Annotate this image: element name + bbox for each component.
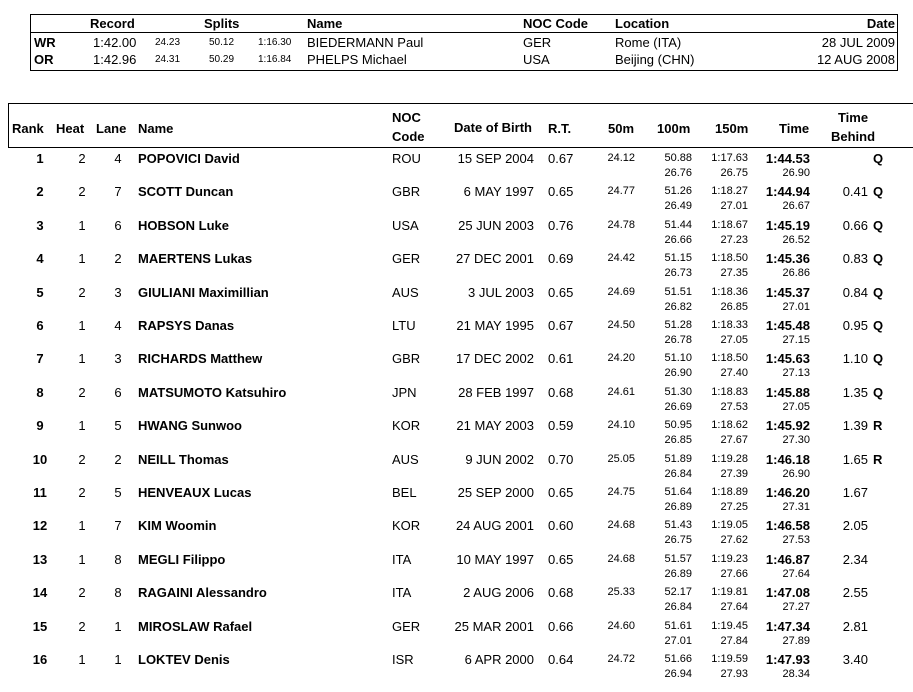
cell-heat: 2 [78, 184, 86, 200]
cell-lane: 1 [114, 618, 122, 634]
cell-name: NEILL Thomas [138, 451, 229, 467]
cell-name: MIROSLAW Rafael [138, 618, 253, 634]
cell-time-behind: 0.84 [842, 284, 868, 300]
cell-split-150: 1:18.67 [711, 218, 748, 231]
cell-lap-150: 27.01 [720, 200, 748, 213]
cell-qualifier: Q [873, 351, 884, 367]
cell-rank: 16 [32, 652, 48, 667]
cell-lane: 8 [114, 585, 122, 601]
cell-heat: 1 [78, 217, 86, 233]
cell-time-behind: 2.81 [842, 618, 868, 634]
cell-split-50: 25.05 [607, 452, 635, 465]
header-noc-line2: Code [392, 129, 425, 144]
cell-heat: 2 [78, 151, 86, 166]
cell-lap-150: 27.35 [720, 267, 748, 280]
cell-split-50: 24.20 [607, 352, 635, 365]
cell-noc: GBR [392, 351, 421, 367]
cell-qualifier: Q [873, 184, 884, 200]
cell-split-150: 1:19.81 [711, 586, 748, 599]
cell-noc: AUS [392, 451, 419, 467]
cell-dob: 21 MAY 2003 [456, 418, 534, 434]
cell-time-behind: 0.83 [842, 251, 868, 267]
cell-noc: KOR [392, 518, 421, 534]
cell-lap-150: 27.64 [720, 601, 748, 614]
record-split-100: 50.29 [209, 54, 235, 65]
cell-time: 1:44.53 [765, 151, 810, 166]
cell-rank: 6 [36, 318, 44, 333]
cell-noc: GER [392, 251, 421, 267]
cell-split-100: 51.61 [664, 619, 692, 632]
cell-name: RAGAINI Alessandro [138, 585, 267, 601]
cell-lap-200: 27.13 [782, 367, 810, 380]
cell-dob: 6 MAY 1997 [463, 184, 534, 200]
record-location: Rome (ITA) [615, 35, 682, 50]
cell-lap-200: 27.89 [782, 634, 810, 647]
cell-noc: ITA [392, 585, 412, 601]
cell-dob: 2 AUG 2006 [463, 585, 534, 601]
record-noc: GER [523, 35, 552, 50]
record-split-150: 1:16.30 [258, 37, 292, 48]
cell-lap-150: 27.62 [720, 534, 748, 547]
cell-lap-150: 27.66 [720, 567, 748, 580]
records-header-divider [30, 32, 897, 33]
cell-name: HWANG Sunwoo [138, 418, 242, 434]
record-split-100: 50.12 [209, 37, 235, 48]
cell-time-behind: 0.66 [842, 217, 868, 233]
record-date: 12 AUG 2008 [816, 52, 895, 67]
cell-time: 1:46.18 [765, 451, 810, 467]
cell-heat: 1 [78, 652, 86, 667]
cell-time: 1:47.08 [765, 585, 810, 601]
cell-name: GIULIANI Maximillian [138, 284, 269, 300]
cell-split-150: 1:18.62 [711, 419, 748, 432]
cell-lap-150: 27.39 [720, 467, 748, 480]
cell-rank: 15 [32, 618, 48, 634]
record-name: PHELPS Michael [307, 52, 407, 67]
cell-heat: 1 [78, 418, 86, 434]
cell-rt: 0.60 [548, 518, 574, 534]
cell-split-100: 51.15 [664, 252, 692, 265]
cell-lane: 1 [114, 652, 122, 667]
cell-name: POPOVICI David [138, 151, 240, 166]
cell-heat: 1 [78, 518, 86, 534]
cell-split-100: 51.64 [664, 486, 692, 498]
cell-time-behind: 1.39 [842, 418, 868, 434]
cell-lap-100: 26.78 [664, 334, 692, 346]
record-code: OR [34, 52, 54, 67]
cell-heat: 2 [78, 618, 86, 634]
cell-dob: 3 JUL 2003 [467, 284, 534, 300]
cell-dob: 24 AUG 2001 [455, 518, 534, 534]
cell-qualifier: Q [873, 251, 884, 267]
cell-split-150: 1:17.63 [711, 152, 748, 164]
cell-split-50: 24.12 [607, 152, 635, 164]
cell-rt: 0.69 [548, 251, 574, 267]
cell-lap-200: 26.86 [782, 267, 810, 280]
cell-split-50: 24.60 [607, 619, 635, 632]
cell-heat: 1 [78, 251, 86, 267]
cell-rank: 13 [32, 551, 48, 567]
cell-split-100: 52.17 [664, 586, 692, 599]
cell-name: SCOTT Duncan [138, 184, 234, 200]
cell-lap-200: 26.90 [782, 167, 810, 179]
cell-rank: 1 [36, 151, 44, 166]
cell-lane: 6 [114, 217, 122, 233]
header-rank: Rank [12, 121, 44, 136]
cell-lane: 3 [114, 284, 122, 300]
cell-split-50: 24.50 [607, 319, 635, 331]
cell-rt: 0.76 [548, 217, 574, 233]
cell-lap-150: 27.67 [720, 434, 748, 447]
cell-rt: 0.65 [548, 551, 574, 567]
cell-lap-150: 27.40 [720, 367, 748, 380]
cell-lap-100: 26.85 [664, 434, 692, 447]
cell-split-150: 1:18.83 [711, 385, 748, 398]
cell-time-behind: 1.65 [842, 451, 868, 467]
header-150m: 150m [715, 121, 749, 136]
cell-noc: AUS [392, 284, 419, 300]
cell-dob: 28 FEB 1997 [458, 384, 534, 400]
cell-noc: KOR [392, 418, 421, 434]
cell-name: HENVEAUX Lucas [138, 485, 252, 500]
record-name: BIEDERMANN Paul [307, 35, 424, 50]
cell-name: LOKTEV Denis [138, 652, 230, 667]
cell-lane: 2 [114, 451, 122, 467]
cell-rt: 0.65 [548, 485, 574, 500]
cell-name: HOBSON Luke [138, 217, 230, 233]
cell-split-150: 1:18.89 [711, 486, 748, 498]
cell-lap-100: 26.94 [664, 668, 692, 680]
results-left-border [8, 103, 9, 148]
cell-lap-200: 27.05 [782, 400, 810, 413]
cell-dob: 27 DEC 2001 [455, 251, 534, 267]
cell-lap-200: 27.64 [782, 567, 810, 580]
cell-dob: 6 APR 2000 [464, 652, 534, 667]
cell-lap-100: 26.84 [664, 467, 692, 480]
cell-rank: 3 [36, 217, 44, 233]
cell-noc: ISR [392, 652, 414, 667]
cell-lap-200: 26.90 [782, 467, 810, 480]
cell-lap-100: 26.90 [664, 367, 692, 380]
cell-rank: 11 [33, 485, 47, 500]
cell-time: 1:46.87 [765, 551, 810, 567]
cell-time-behind: 1.67 [842, 485, 868, 500]
cell-rt: 0.64 [548, 652, 574, 667]
cell-time-behind: 2.34 [842, 551, 868, 567]
cell-split-100: 50.95 [664, 419, 692, 432]
cell-dob: 21 MAY 1995 [456, 318, 534, 333]
cell-lap-150: 26.75 [720, 167, 748, 179]
cell-lane: 2 [114, 251, 122, 267]
cell-time: 1:47.34 [765, 618, 810, 634]
cell-dob: 10 MAY 1997 [456, 551, 534, 567]
cell-noc: USA [392, 217, 419, 233]
cell-lap-200: 26.52 [782, 233, 810, 246]
cell-noc: BEL [392, 485, 417, 500]
cell-dob: 9 JUN 2002 [465, 451, 534, 467]
cell-time: 1:45.48 [765, 318, 810, 333]
header-time-behind-line1: Time [837, 110, 869, 125]
cell-rank: 4 [36, 251, 44, 267]
cell-rank: 5 [36, 284, 44, 300]
cell-qualifier: Q [873, 284, 884, 300]
cell-lane: 6 [114, 384, 122, 400]
cell-dob: 25 SEP 2000 [457, 485, 534, 500]
cell-time: 1:46.58 [765, 518, 810, 534]
cell-time-behind: 0.41 [842, 184, 868, 200]
record-date: 28 JUL 2009 [821, 35, 895, 50]
cell-lap-100: 26.89 [664, 501, 692, 513]
cell-split-50: 24.68 [607, 519, 635, 532]
cell-dob: 25 JUN 2003 [458, 217, 534, 233]
cell-lap-200: 27.01 [782, 300, 810, 313]
cell-lane: 8 [114, 551, 122, 567]
record-split-50: 24.23 [155, 37, 181, 48]
cell-time: 1:47.93 [765, 652, 810, 667]
cell-lane: 4 [114, 318, 122, 333]
records-header-name: Name [307, 16, 343, 31]
cell-rank: 9 [36, 418, 44, 434]
cell-rt: 0.59 [548, 418, 574, 434]
cell-dob: 17 DEC 2002 [455, 351, 534, 367]
cell-lap-100: 27.01 [664, 634, 692, 647]
cell-time: 1:46.20 [765, 485, 810, 500]
cell-split-50: 24.42 [607, 252, 635, 265]
record-split-50: 24.31 [155, 54, 181, 65]
cell-split-100: 51.66 [664, 653, 692, 665]
cell-heat: 1 [78, 551, 86, 567]
cell-rt: 0.65 [548, 284, 574, 300]
cell-rt: 0.70 [548, 451, 574, 467]
cell-heat: 2 [78, 284, 86, 300]
cell-lap-100: 26.69 [664, 400, 692, 413]
cell-split-100: 51.57 [664, 552, 692, 565]
cell-lap-150: 27.23 [720, 233, 748, 246]
cell-split-100: 51.44 [664, 218, 692, 231]
cell-lane: 3 [114, 351, 122, 367]
header-lane: Lane [96, 121, 127, 136]
record-time: 1:42.00 [93, 35, 137, 50]
cell-lap-100: 26.49 [664, 200, 692, 213]
cell-split-150: 1:19.05 [711, 519, 748, 532]
header-time-behind-line2: Behind [830, 129, 876, 144]
records-header-splits: Splits [204, 16, 240, 31]
cell-time-behind: 2.05 [842, 518, 868, 534]
header-rt: R.T. [548, 121, 572, 136]
cell-split-100: 51.43 [664, 519, 692, 532]
cell-heat: 2 [78, 451, 86, 467]
cell-time: 1:44.94 [765, 184, 810, 200]
record-split-150: 1:16.84 [258, 54, 292, 65]
cell-lap-200: 28.34 [782, 668, 810, 680]
records-header-record: Record [90, 16, 135, 31]
cell-rank: 10 [32, 451, 48, 467]
cell-name: RICHARDS Matthew [138, 351, 263, 367]
cell-split-100: 50.88 [664, 152, 692, 164]
cell-rt: 0.66 [548, 618, 574, 634]
records-header-noc: NOC Code [523, 16, 588, 31]
cell-split-150: 1:19.23 [711, 552, 748, 565]
cell-rt: 0.61 [548, 351, 574, 367]
cell-split-150: 1:18.33 [711, 319, 748, 331]
cell-rank: 2 [36, 184, 44, 200]
cell-split-50: 24.78 [607, 218, 635, 231]
cell-lap-150: 27.53 [720, 400, 748, 413]
cell-lane: 7 [114, 184, 122, 200]
cell-dob: 25 MAR 2001 [454, 618, 534, 634]
cell-qualifier: R [873, 418, 883, 434]
cell-heat: 1 [78, 318, 86, 333]
cell-name: MATSUMOTO Katsuhiro [138, 384, 287, 400]
cell-rt: 0.65 [548, 184, 574, 200]
cell-dob: 15 SEP 2004 [457, 151, 534, 166]
header-100m: 100m [657, 121, 691, 136]
cell-heat: 2 [78, 585, 86, 601]
cell-split-100: 51.89 [664, 452, 692, 465]
cell-lap-200: 27.53 [782, 534, 810, 547]
header-noc-line1: NOC [392, 110, 421, 125]
cell-lane: 5 [114, 485, 122, 500]
cell-qualifier: Q [873, 384, 884, 400]
cell-noc: GBR [392, 184, 421, 200]
cell-split-50: 24.61 [607, 385, 635, 398]
cell-lap-100: 26.76 [664, 167, 692, 179]
cell-lap-100: 26.75 [664, 534, 692, 547]
cell-split-150: 1:18.36 [711, 285, 748, 298]
cell-rt: 0.68 [548, 585, 574, 601]
cell-split-150: 1:18.50 [711, 352, 748, 365]
cell-noc: ITA [392, 551, 412, 567]
header-dob: Date of Birth [454, 120, 532, 135]
cell-split-150: 1:18.27 [711, 185, 748, 198]
cell-heat: 2 [78, 384, 86, 400]
cell-lane: 5 [114, 418, 122, 434]
cell-time-behind: 0.95 [842, 318, 868, 333]
record-time: 1:42.96 [93, 52, 137, 67]
cell-qualifier: R [873, 451, 883, 467]
cell-lap-200: 27.15 [782, 334, 810, 346]
cell-split-100: 51.30 [664, 385, 692, 398]
records-header-location: Location [615, 16, 670, 31]
cell-split-50: 24.75 [607, 486, 635, 498]
cell-split-150: 1:18.50 [711, 252, 748, 265]
cell-lap-150: 27.93 [720, 668, 748, 680]
cell-time: 1:45.92 [765, 418, 810, 434]
cell-split-150: 1:19.28 [711, 452, 748, 465]
record-code: WR [34, 35, 56, 50]
cell-lap-100: 26.89 [664, 567, 692, 580]
record-location: Beijing (CHN) [615, 52, 695, 67]
cell-noc: JPN [392, 384, 417, 400]
records-header-date: Date [866, 16, 895, 31]
cell-lap-200: 27.31 [782, 501, 810, 513]
cell-lane: 4 [114, 151, 122, 166]
cell-name: MEGLI Filippo [138, 551, 226, 567]
header-heat: Heat [56, 121, 85, 136]
cell-lap-200: 27.27 [782, 601, 810, 614]
results-top-border [8, 103, 913, 104]
cell-rank: 14 [32, 585, 48, 601]
cell-qualifier: Q [873, 318, 884, 333]
cell-split-100: 51.10 [664, 352, 692, 365]
cell-split-50: 24.77 [607, 185, 635, 198]
cell-lap-150: 27.84 [720, 634, 748, 647]
cell-lap-100: 26.73 [664, 267, 692, 280]
cell-qualifier: Q [873, 217, 884, 233]
cell-heat: 2 [78, 485, 86, 500]
cell-lap-150: 26.85 [720, 300, 748, 313]
cell-rt: 0.67 [548, 151, 574, 166]
cell-name: RAPSYS Danas [138, 318, 235, 333]
cell-lap-150: 27.25 [720, 501, 748, 513]
cell-split-50: 24.68 [607, 552, 635, 565]
header-time: Time [779, 121, 810, 136]
cell-noc: LTU [392, 318, 416, 333]
cell-split-50: 24.72 [607, 653, 635, 665]
cell-split-100: 51.28 [664, 319, 692, 331]
cell-split-50: 24.69 [607, 285, 635, 298]
cell-rt: 0.67 [548, 318, 574, 333]
cell-time-behind: 3.40 [842, 652, 868, 667]
cell-lap-200: 27.30 [782, 434, 810, 447]
cell-lane: 7 [114, 518, 122, 534]
cell-time: 1:45.19 [765, 217, 810, 233]
record-noc: USA [523, 52, 550, 67]
cell-time: 1:45.63 [765, 351, 810, 367]
cell-rank: 12 [32, 518, 48, 534]
cell-split-100: 51.26 [664, 185, 692, 198]
cell-time: 1:45.37 [765, 284, 810, 300]
cell-time-behind: 1.35 [842, 384, 868, 400]
header-name: Name [138, 121, 174, 136]
cell-split-100: 51.51 [664, 285, 692, 298]
cell-time: 1:45.36 [765, 251, 810, 267]
cell-noc: ROU [392, 151, 421, 166]
cell-lap-100: 26.66 [664, 233, 692, 246]
cell-time-behind: 2.55 [842, 585, 868, 601]
cell-rank: 8 [36, 384, 44, 400]
cell-lap-100: 26.82 [664, 300, 692, 313]
cell-lap-200: 26.67 [782, 200, 810, 213]
cell-split-150: 1:19.45 [711, 619, 748, 632]
cell-split-150: 1:19.59 [711, 653, 748, 665]
cell-time: 1:45.88 [765, 384, 810, 400]
cell-name: KIM Woomin [138, 518, 217, 534]
cell-split-50: 24.10 [607, 419, 635, 432]
cell-rt: 0.68 [548, 384, 574, 400]
cell-qualifier: Q [873, 151, 884, 166]
results-header-divider [8, 147, 913, 148]
header-50m: 50m [608, 121, 635, 136]
cell-noc: GER [392, 618, 421, 634]
cell-heat: 1 [78, 351, 86, 367]
cell-lap-100: 26.84 [664, 601, 692, 614]
cell-rank: 7 [36, 351, 44, 367]
cell-time-behind: 1.10 [842, 351, 868, 367]
cell-lap-150: 27.05 [720, 334, 748, 346]
cell-split-50: 25.33 [607, 586, 635, 599]
cell-name: MAERTENS Lukas [138, 251, 253, 267]
